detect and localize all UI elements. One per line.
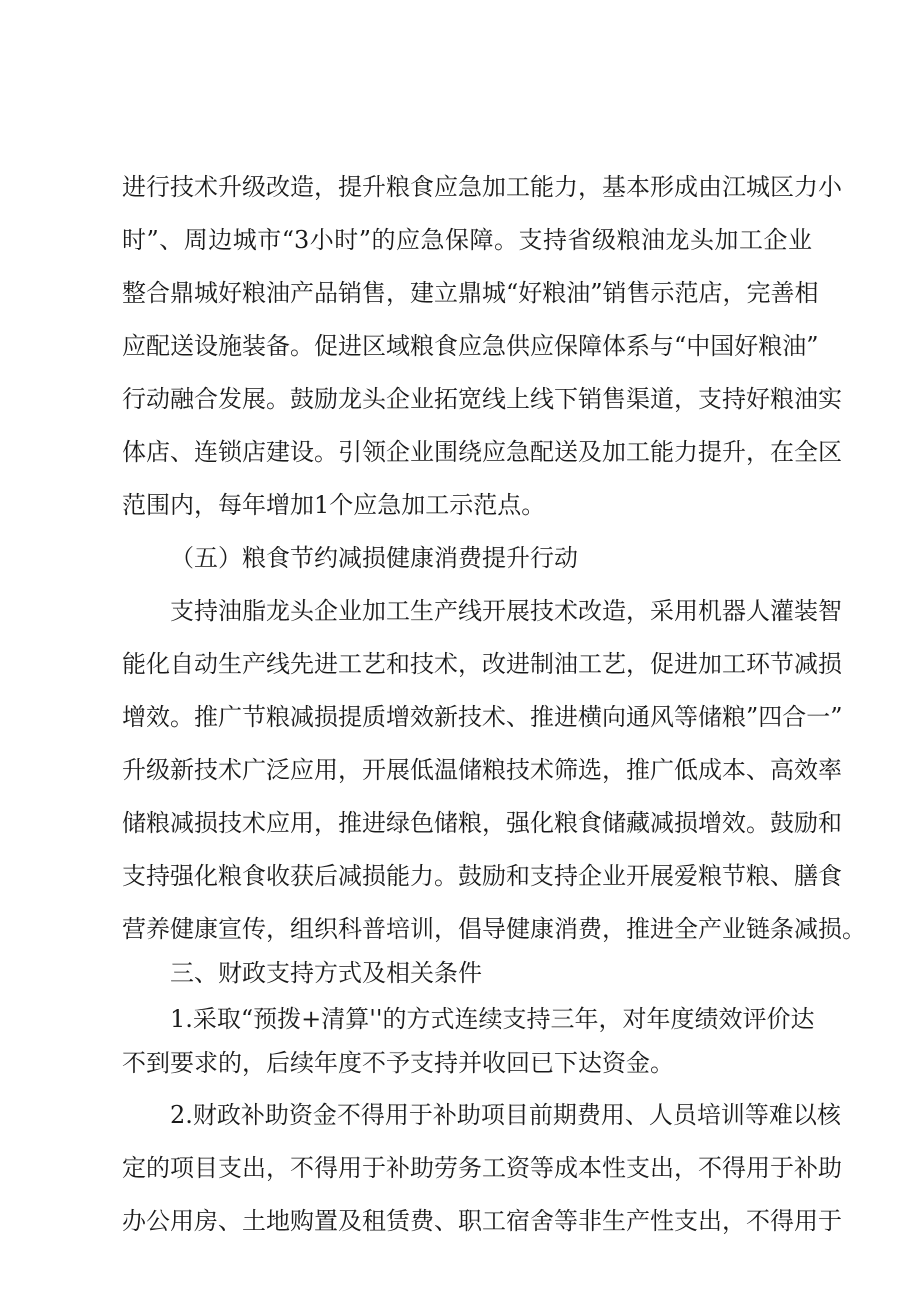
paragraph-1-line-4: 应配送设施装备。促进区域粮食应急供应保障体系与“中国好粮油” (122, 332, 819, 360)
section-heading-5: （五）粮食节约减损健康消费提升行动 (170, 544, 578, 572)
paragraph-1-line-1: 进行技术升级改造，提升粮食应急加工能力，基本形成由江城区力小 (122, 173, 842, 201)
paragraph-1-line-2: 时”、周边城市“3小时”的应急保障。支持省级粮油龙头加工企业 (122, 226, 812, 254)
paragraph-2-line-7: 营养健康宣传，组织科普培训，倡导健康消费，推进全产业链条减损。 (122, 915, 866, 943)
paragraph-1-line-7: 范围内，每年增加1个应急加工示范点。 (122, 491, 546, 519)
paragraph-1-line-3: 整合鼎城好粮油产品销售，建立鼎城“好粮油”销售示范店，完善相 (122, 279, 819, 307)
paragraph-2-line-1: 支持油脂龙头企业加工生产线开展技术改造，采用机器人灌装智 (170, 597, 842, 625)
paragraph-2-line-5: 储粮减损技术应用，推进绿色储粮，强化粮食储藏减损增效。鼓励和 (122, 809, 842, 837)
paragraph-4-line-3: 办公用房、土地购置及租赁费、职工宿舍等非生产性支出，不得用于 (122, 1207, 842, 1235)
paragraph-1-line-5: 行动融合发展。鼓励龙头企业拓宽线上线下销售渠道，支持好粮油实 (122, 385, 842, 413)
paragraph-1-line-6: 体店、连锁店建设。引领企业围绕应急配送及加工能力提升，在全区 (122, 438, 842, 466)
paragraph-2-line-2: 能化自动生产线先进工艺和技术，改进制油工艺，促进加工环节减损 (122, 650, 842, 678)
paragraph-2-line-6: 支持强化粮食收获后减损能力。鼓励和支持企业开展爱粮节粮、膳食 (122, 862, 842, 890)
paragraph-3-line-1: 1.采取“预拨+清算''的方式连续支持三年，对年度绩效评价达 (170, 1005, 815, 1033)
paragraph-2-line-4: 升级新技术广泛应用，开展低温储粮技术筛选，推广低成本、高效率 (122, 756, 842, 784)
paragraph-3-line-2: 不到要求的，后续年度不予支持并收回已下达资金。 (122, 1049, 674, 1077)
section-heading-3: 三、财政支持方式及相关条件 (170, 959, 482, 987)
paragraph-2-line-3: 增效。推广节粮减损提质增效新技术、推进横向通风等储粮”四合一” (122, 703, 843, 731)
paragraph-4-line-2: 定的项目支出，不得用于补助劳务工资等成本性支出，不得用于补助 (122, 1154, 842, 1182)
paragraph-4-line-1: 2.财政补助资金不得用于补助项目前期费用、人员培训等难以核 (170, 1101, 841, 1129)
